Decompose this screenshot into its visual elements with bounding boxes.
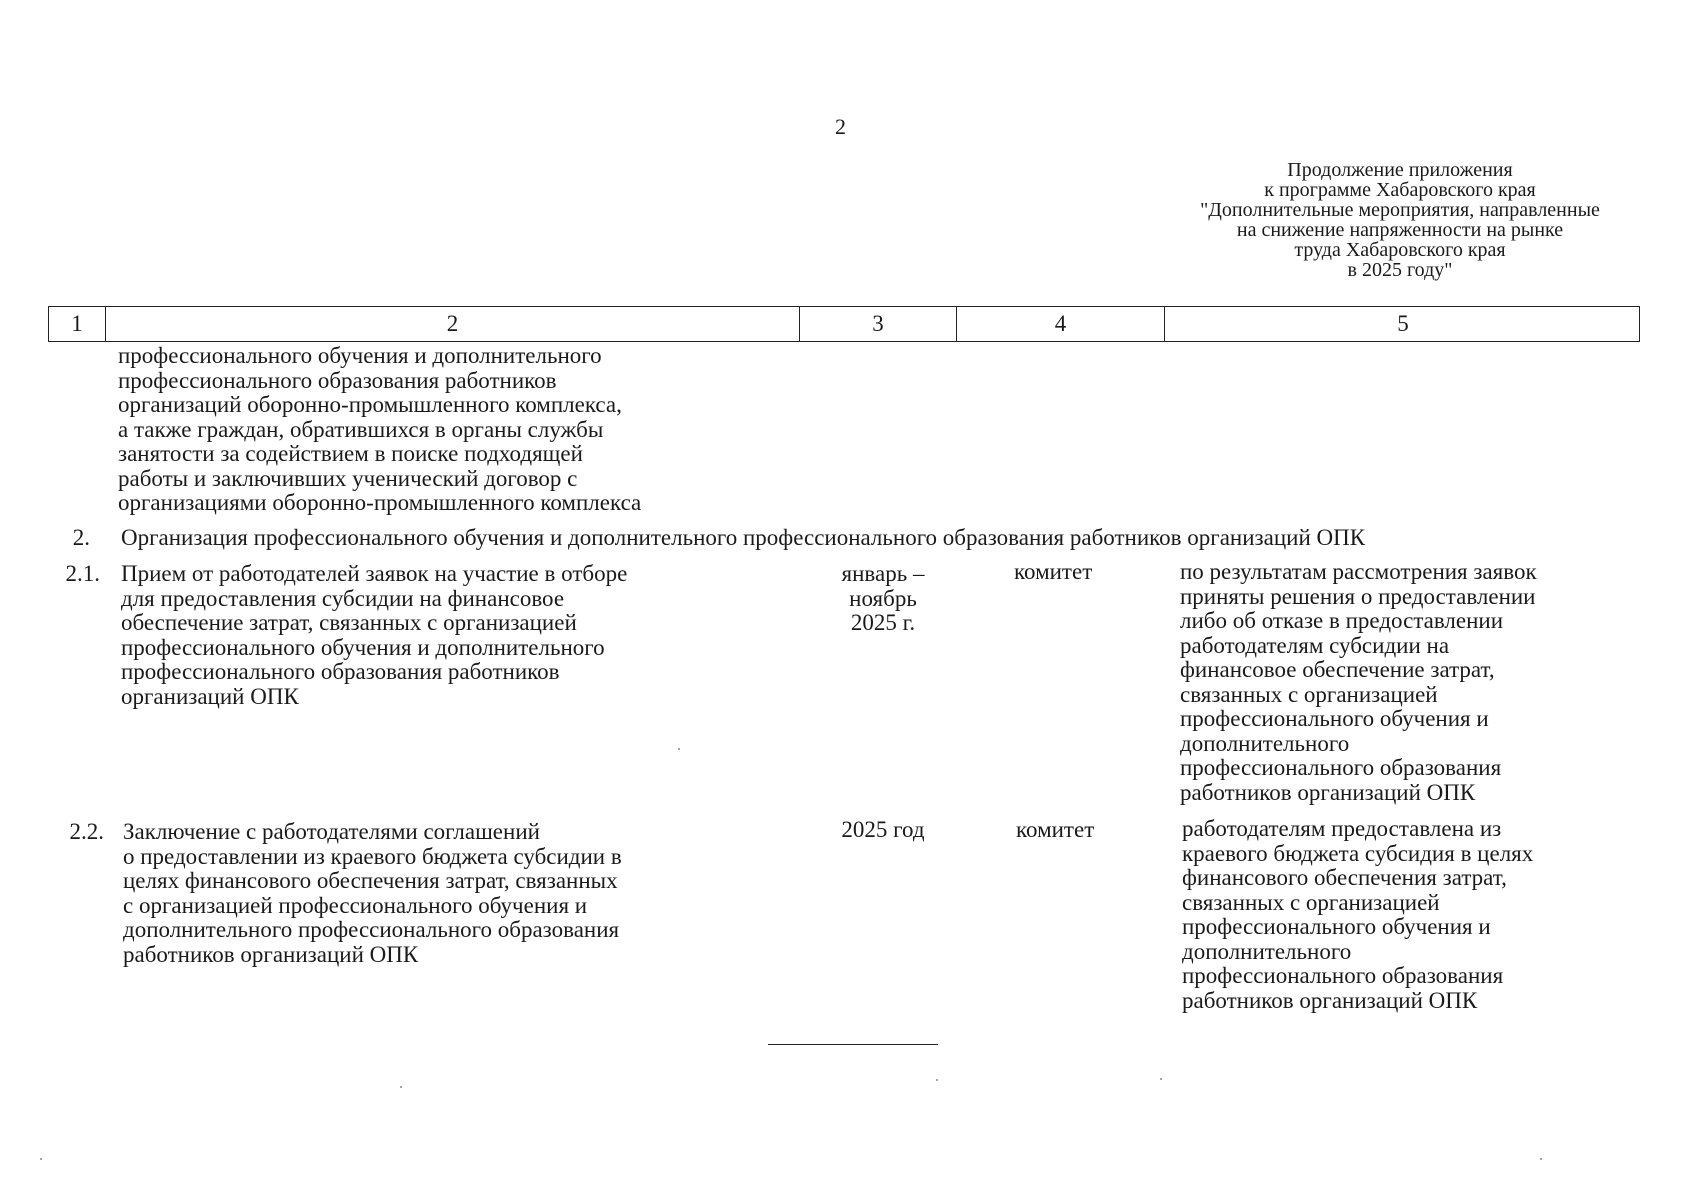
text-line: профессионального обучения и дополнительного [118,343,602,368]
text-line: профессионального обучения и [1182,914,1491,939]
text-line: Прием от работодателей заявок на участие в отборе [121,561,628,586]
text-line: Заключение с работодателями соглашений [123,819,540,844]
row-executor: комитет [1014,559,1093,584]
text-line: для предоставления субсидии на финансовое [121,585,565,611]
scan-speck [400,1086,402,1088]
text-line: работников организаций ОПК [1182,987,1478,1013]
text-line: работодателям субсидии на [1180,632,1450,658]
text-line: занятости за содействием в поиске подходящей [118,441,583,466]
column-header-4: 4 [957,307,1165,341]
row-activity [121,562,627,709]
text-line: краевого бюджета субсидия в целях [1182,840,1534,866]
text-line: финансовое обеспечение затрат, [1180,657,1495,682]
text-line: работы и заключивших ученический договор с [118,465,578,491]
text-line: 2025 год [841,817,925,842]
row-activity [123,820,622,967]
appendix-line: Продолжение приложения [1287,159,1513,181]
text-line: работодателям предоставлена из [1182,816,1502,841]
appendix-line: к программе Хабаровского края [1264,179,1536,201]
continuation-text [118,344,641,516]
scan-speck [1160,1078,1162,1080]
text-line: работников организаций ОПК [1180,779,1476,805]
row-result [1180,560,1537,805]
text-line: дополнительного [1182,938,1352,964]
text-line: работников организаций ОПК [123,941,419,967]
appendix-line: "Дополнительные мероприятия, направленные [1200,199,1600,221]
column-header-3: 3 [800,307,957,341]
text-line: профессионального образования работников [121,659,560,684]
column-header-1: 1 [49,307,106,341]
appendix-line: труда Хабаровского края [1294,239,1506,261]
closing-rule [768,1044,938,1045]
text-line: ноябрь [849,585,917,611]
column-header-2: 2 [106,307,800,341]
scan-speck [678,748,680,750]
text-line: организаций ОПК [121,683,299,709]
column-header-5: 5 [1397,311,1409,336]
scan-speck [936,1079,938,1081]
row-term [808,562,958,636]
text-line: дополнительного [1180,730,1350,756]
text-line: профессионального обучения и дополнительного [121,634,605,660]
text-line: профессионального образования работников [118,367,557,393]
text-line: профессионального образования [1180,755,1502,780]
scan-speck [40,1158,42,1160]
text-line: либо об отказе в предоставлении [1180,608,1504,633]
section-title: Организация профессионального обучения и дополнительного профессионального образования работников организаций ОПК [121,525,1366,550]
text-line: 2025 г. [850,610,916,635]
row-result [1182,817,1533,1013]
text-line: целях финансового обеспечения затрат, связанных [123,868,618,893]
table-header-row [48,306,1640,342]
text-line: а также граждан, обратившихся в органы службы [118,416,604,442]
text-line: обеспечение затрат, связанных с организацией [121,610,577,635]
page-number: 2 [835,114,846,139]
appendix-line: на снижение напряженности на рынке [1236,219,1564,241]
section-number: 2. [72,525,90,550]
row-term [808,818,958,843]
row-number: 2.2. [69,819,104,844]
text-line: по результатам рассмотрения заявок [1180,559,1537,584]
text-line: с организацией профессионального обучения и [123,892,588,918]
text-line: январь – [841,561,925,586]
text-line: о предоставлении из краевого бюджета субсидии в [123,843,622,869]
scan-speck [1540,1158,1542,1160]
appendix-line: в 2025 году" [1347,259,1453,281]
text-line: организациями оборонно-промышленного комплекса [118,490,642,515]
text-line: финансового обеспечения затрат, [1182,865,1507,890]
text-line: связанных с организацией [1182,889,1440,915]
text-line: профессионального образования [1182,963,1504,988]
text-line: организаций оборонно-промышленного комплекса, [118,392,622,417]
appendix-heading [1150,160,1650,280]
text-line: дополнительного профессионального образования [123,917,620,942]
text-line: приняты решения о предоставлении [1180,583,1536,609]
row-number: 2.1. [65,561,100,586]
text-line: связанных с организацией [1180,681,1438,707]
row-executor: комитет [1016,817,1095,842]
text-line: профессионального обучения и [1180,706,1489,731]
